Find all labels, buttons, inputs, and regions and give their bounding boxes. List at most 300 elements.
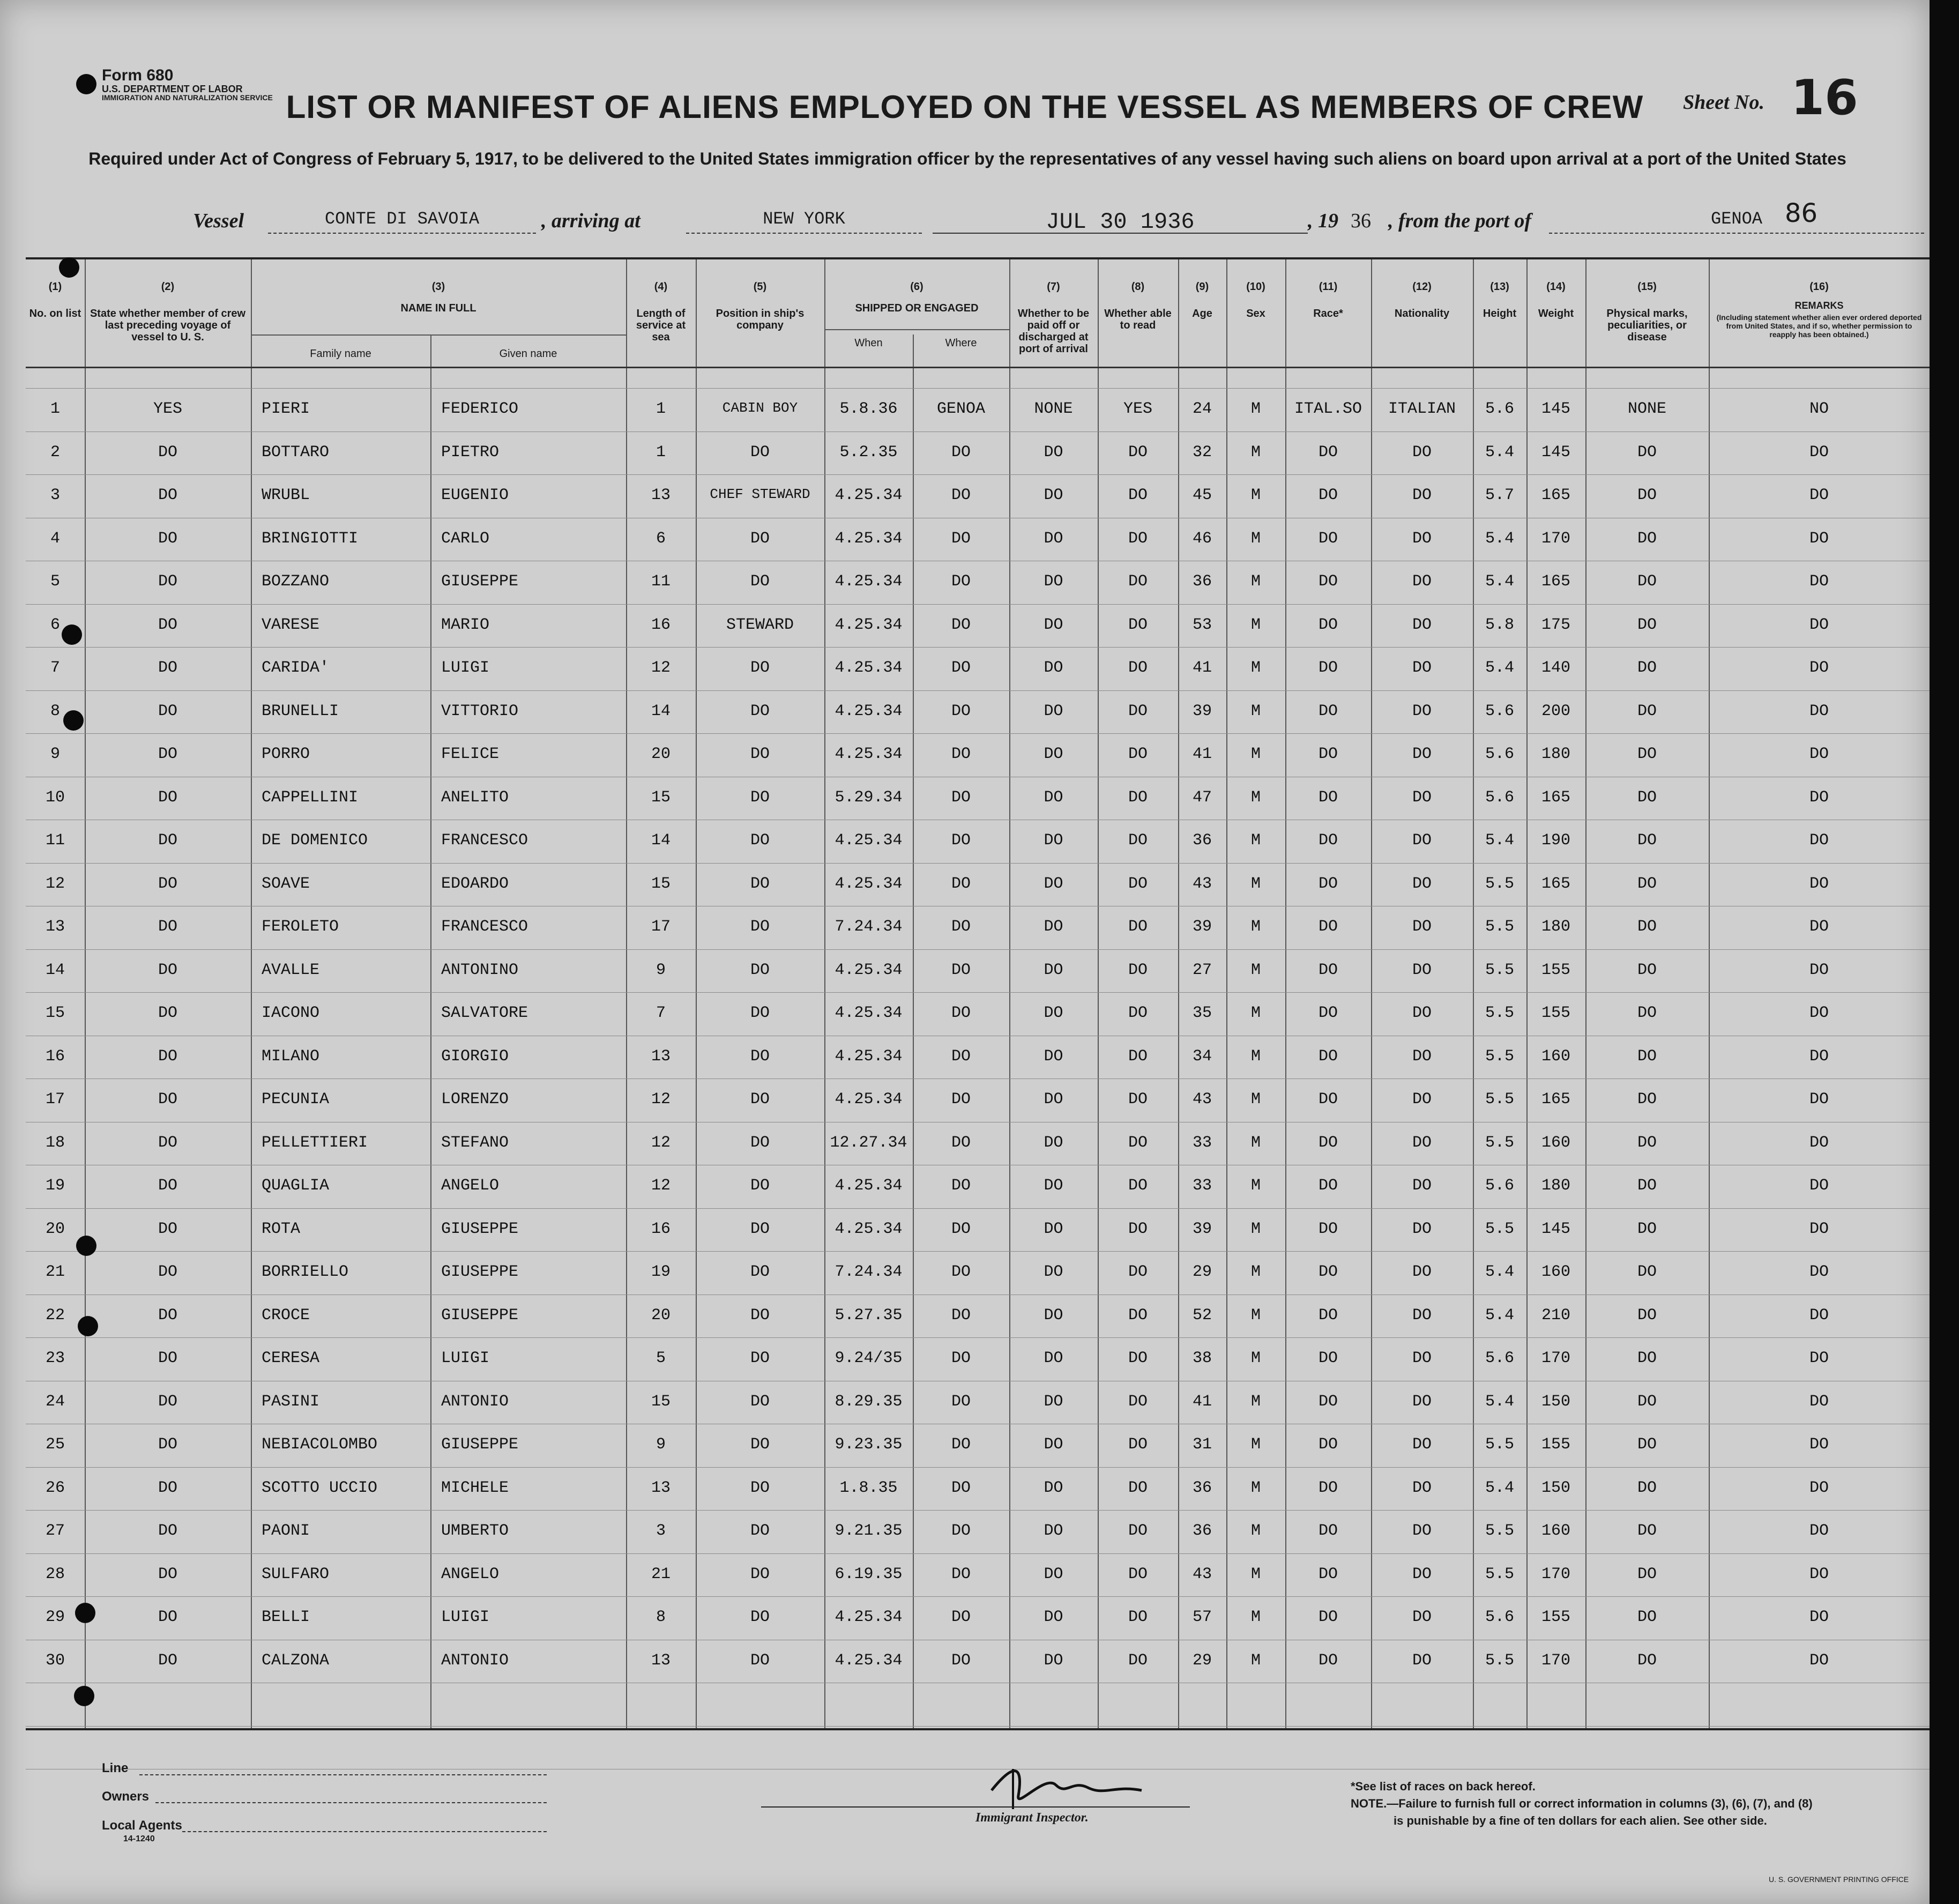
cell-given: GIUSEPPE (441, 1306, 519, 1325)
cell-wt: 160 (1541, 1133, 1570, 1152)
cell-pos: CHEF STEWARD (710, 486, 810, 502)
cell-rem: DO (1809, 529, 1829, 548)
column-number: (12) (1412, 281, 1432, 293)
cell-family: PECUNIA (262, 1090, 330, 1109)
cell-read: DO (1128, 745, 1148, 763)
cell-given: LUIGI (441, 1349, 490, 1367)
cell-read: DO (1128, 1349, 1148, 1367)
cell-ht: 5.6 (1485, 702, 1514, 720)
cell-when: 9.23.35 (835, 1436, 903, 1454)
cell-prev: DO (158, 1436, 177, 1454)
cell-read: DO (1128, 1306, 1148, 1325)
cell-marks: DO (1637, 572, 1657, 591)
column-header: Weight (1538, 308, 1574, 319)
cell-read: DO (1128, 659, 1148, 677)
cell-nat: DO (1412, 874, 1432, 893)
cell-when: 4.25.34 (835, 831, 903, 850)
cell-family: CALZONA (262, 1651, 330, 1670)
cell-ht: 5.4 (1485, 529, 1514, 548)
cell-given: UMBERTO (441, 1522, 509, 1540)
cell-family: SCOTTO UCCIO (262, 1478, 378, 1497)
column-number: (15) (1637, 281, 1657, 293)
cell-pos: STEWARD (726, 615, 794, 634)
cell-marks: DO (1637, 1177, 1657, 1195)
cell-ht: 5.5 (1485, 918, 1514, 936)
cell-paid: DO (1044, 788, 1063, 807)
column-header: Age (1192, 308, 1212, 319)
row-rule (26, 1208, 1930, 1209)
cell-age: 46 (1192, 529, 1212, 548)
note-fine-2: is punishable by a fine of ten dollars for each alien. See other side. (1394, 1814, 1767, 1827)
cell-family: DE DOMENICO (262, 831, 368, 850)
cell-nat: DO (1412, 529, 1432, 548)
column-rule (1473, 259, 1474, 1728)
column-header: SHIPPED OR ENGAGED (855, 302, 979, 314)
cell-age: 41 (1192, 745, 1212, 763)
row-rule (26, 604, 1930, 605)
cell-prev: DO (158, 615, 177, 634)
cell-where: DO (951, 1306, 971, 1325)
cell-svc: 5 (656, 1349, 666, 1367)
cell-where: DO (951, 615, 971, 634)
cell-nat: DO (1412, 1392, 1432, 1411)
cell-rem: DO (1809, 659, 1829, 677)
cell-prev: DO (158, 918, 177, 936)
cell-when: 1.8.35 (839, 1478, 898, 1497)
cell-pos: DO (750, 1436, 770, 1454)
cell-paid: DO (1044, 1047, 1063, 1066)
note-races: *See list of races on back hereof. (1351, 1780, 1536, 1793)
column-number: (9) (1195, 281, 1209, 293)
printer-mark: U. S. GOVERNMENT PRINTING OFFICE (1769, 1875, 1909, 1884)
cell-nat: DO (1412, 918, 1432, 936)
cell-nat: DO (1412, 1219, 1432, 1238)
cell-when: 5.27.35 (835, 1306, 903, 1325)
cell-when: 5.2.35 (839, 443, 898, 462)
date-stamp: JUL 30 1936 (933, 209, 1308, 234)
footer-owners-label: Owners (102, 1789, 150, 1804)
cell-ht: 5.4 (1485, 831, 1514, 850)
cell-read: DO (1128, 702, 1148, 720)
footer-agents-label: Local Agents (102, 1818, 182, 1833)
cell-svc: 14 (651, 702, 671, 720)
cell-ht: 5.5 (1485, 1090, 1514, 1109)
from-label: , from the port of (1388, 210, 1532, 232)
sheet-value: 16 (1791, 70, 1858, 126)
inspector-signature (981, 1758, 1152, 1817)
cell-paid: DO (1044, 443, 1063, 462)
cell-sex: M (1250, 1219, 1261, 1238)
column-header: Whether to be paid off or discharged at port of arrival (1017, 308, 1090, 355)
cell-where: DO (951, 659, 971, 677)
cell-sex: M (1250, 615, 1261, 634)
cell-when: 4.25.34 (835, 1608, 903, 1626)
cell-given: ANTONIO (441, 1392, 509, 1411)
cell-marks: DO (1637, 443, 1657, 462)
cell-wt: 145 (1541, 400, 1570, 418)
cell-age: 36 (1192, 831, 1212, 850)
cell-race: DO (1318, 1133, 1338, 1152)
cell-no: 1 (50, 400, 60, 418)
cell-given: MICHELE (441, 1478, 509, 1497)
cell-rem: DO (1809, 1392, 1829, 1411)
arriving-label: , arriving at (541, 210, 640, 232)
cell-given: GIUSEPPE (441, 1263, 519, 1281)
cell-race: DO (1318, 443, 1338, 462)
cell-marks: DO (1637, 1349, 1657, 1367)
row-rule (26, 647, 1930, 648)
from-port-field: GENOA (1549, 209, 1924, 234)
cell-when: 4.25.34 (835, 1004, 903, 1022)
cell-pos: DO (750, 443, 770, 462)
cell-marks: DO (1637, 615, 1657, 634)
cell-ht: 5.4 (1485, 443, 1514, 462)
cell-ht: 5.5 (1485, 961, 1514, 979)
cell-read: DO (1128, 1133, 1148, 1152)
cell-where: DO (951, 918, 971, 936)
column-number: (6) (910, 281, 923, 293)
cell-prev: DO (158, 1478, 177, 1497)
sub-header-rule (251, 334, 626, 336)
cell-read: DO (1128, 1263, 1148, 1281)
cell-marks: DO (1637, 1436, 1657, 1454)
cell-family: PIERI (262, 400, 310, 418)
cell-wt: 150 (1541, 1392, 1570, 1411)
cell-sex: M (1250, 745, 1261, 763)
cell-age: 24 (1192, 400, 1212, 418)
corner-mark: 86 (1785, 198, 1818, 228)
header-rule (26, 367, 1930, 368)
cell-no: 6 (50, 615, 60, 634)
cell-age: 45 (1192, 486, 1212, 504)
cell-when: 4.25.34 (835, 529, 903, 548)
column-rule (1585, 259, 1586, 1728)
cell-given: MARIO (441, 615, 490, 634)
cell-where: DO (951, 831, 971, 850)
cell-sex: M (1250, 1608, 1261, 1626)
cell-ht: 5.6 (1485, 1608, 1514, 1626)
cell-pos: DO (750, 831, 770, 850)
cell-sex: M (1250, 1004, 1261, 1022)
cell-marks: DO (1637, 961, 1657, 979)
cell-age: 41 (1192, 1392, 1212, 1411)
column-rule (1098, 259, 1099, 1728)
cell-family: BRINGIOTTI (262, 529, 359, 548)
cell-marks: DO (1637, 831, 1657, 850)
binder-hole (78, 1316, 98, 1336)
cell-wt: 160 (1541, 1047, 1570, 1066)
cell-race: DO (1318, 1263, 1338, 1281)
cell-prev: YES (153, 400, 182, 418)
cell-race: DO (1318, 961, 1338, 979)
cell-where: DO (951, 1219, 971, 1238)
cell-age: 35 (1192, 1004, 1212, 1022)
cell-marks: DO (1637, 1478, 1657, 1497)
cell-age: 43 (1192, 1565, 1212, 1583)
cell-rem: DO (1809, 1349, 1829, 1367)
cell-race: DO (1318, 1349, 1338, 1367)
cell-svc: 16 (651, 1219, 671, 1238)
cell-age: 29 (1192, 1651, 1212, 1670)
cell-family: CERESA (262, 1349, 320, 1367)
cell-read: DO (1128, 1522, 1148, 1540)
binder-hole (63, 710, 84, 731)
note-fine-1: NOTE.—Failure to furnish full or correct information in columns (3), (6), (7), and (8) (1351, 1797, 1813, 1810)
row-rule (26, 733, 1930, 734)
cell-sex: M (1250, 1047, 1261, 1066)
cell-sex: M (1250, 961, 1261, 979)
cell-rem: DO (1809, 745, 1829, 763)
cell-age: 33 (1192, 1133, 1212, 1152)
cell-pos: DO (750, 1263, 770, 1281)
cell-ht: 5.5 (1485, 1004, 1514, 1022)
cell-nat: DO (1412, 745, 1432, 763)
cell-prev: DO (158, 1047, 177, 1066)
cell-pos: DO (750, 1522, 770, 1540)
cell-family: FEROLETO (262, 918, 339, 936)
cell-family: CROCE (262, 1306, 310, 1325)
cell-sex: M (1250, 1306, 1261, 1325)
cell-when: 4.25.34 (835, 961, 903, 979)
binder-hole (59, 257, 79, 278)
cell-given: GIUSEPPE (441, 1219, 519, 1238)
column-rule (626, 259, 627, 1728)
cell-paid: DO (1044, 1219, 1063, 1238)
cell-rem: DO (1809, 1565, 1829, 1583)
cell-rem: DO (1809, 1047, 1829, 1066)
cell-paid: DO (1044, 702, 1063, 720)
column-header: No. on list (29, 308, 81, 319)
cell-given: SALVATORE (441, 1004, 528, 1022)
cell-sex: M (1250, 1392, 1261, 1411)
cell-where: DO (951, 1133, 971, 1152)
cell-where: DO (951, 702, 971, 720)
cell-svc: 20 (651, 1306, 671, 1325)
cell-svc: 20 (651, 745, 671, 763)
cell-race: DO (1318, 1047, 1338, 1066)
cell-nat: DO (1412, 831, 1432, 850)
cell-family: BOTTARO (262, 443, 330, 462)
cell-pos: DO (750, 702, 770, 720)
cell-prev: DO (158, 1090, 177, 1109)
cell-where: DO (951, 443, 971, 462)
cell-paid: DO (1044, 659, 1063, 677)
cell-when: 7.24.34 (835, 1263, 903, 1281)
column-header: Race* (1313, 308, 1343, 319)
cell-read: DO (1128, 1565, 1148, 1583)
column-header: Position in ship's company (716, 308, 805, 331)
cell-svc: 3 (656, 1522, 666, 1540)
cell-pos: DO (750, 745, 770, 763)
cell-family: PAONI (262, 1522, 310, 1540)
cell-race: DO (1318, 1565, 1338, 1583)
cell-nat: DO (1412, 1436, 1432, 1454)
cell-no: 7 (50, 659, 60, 677)
cell-wt: 210 (1541, 1306, 1570, 1325)
column-number: (1) (48, 281, 62, 293)
cell-age: 34 (1192, 1047, 1212, 1066)
cell-race: ITAL.SO (1294, 400, 1362, 418)
cell-sex: M (1250, 529, 1261, 548)
cell-when: 4.25.34 (835, 874, 903, 893)
cell-no: 10 (45, 788, 65, 807)
cell-age: 43 (1192, 874, 1212, 893)
cell-where: DO (951, 1047, 971, 1066)
cell-no: 15 (45, 1004, 65, 1022)
cell-family: SOAVE (262, 874, 310, 893)
cell-prev: DO (158, 529, 177, 548)
cell-ht: 5.5 (1485, 1133, 1514, 1152)
cell-given: VITTORIO (441, 702, 519, 720)
sub-header-rule (824, 329, 1009, 330)
cell-svc: 12 (651, 1090, 671, 1109)
cell-prev: DO (158, 702, 177, 720)
cell-where: DO (951, 961, 971, 979)
cell-given: FEDERICO (441, 400, 519, 418)
cell-when: 5.8.36 (839, 400, 898, 418)
cell-family: SULFARO (262, 1565, 330, 1583)
cell-rem: DO (1809, 874, 1829, 893)
cell-when: 4.25.34 (835, 1219, 903, 1238)
cell-pos: DO (750, 1565, 770, 1583)
cell-rem: DO (1809, 831, 1829, 850)
row-rule (26, 1510, 1930, 1511)
cell-nat: DO (1412, 1133, 1432, 1152)
cell-race: DO (1318, 1608, 1338, 1626)
cell-paid: DO (1044, 1392, 1063, 1411)
cell-no: 26 (45, 1478, 65, 1497)
cell-no: 3 (50, 486, 60, 504)
cell-family: PELLETTIERI (262, 1133, 368, 1152)
cell-ht: 5.6 (1485, 788, 1514, 807)
cell-ht: 5.4 (1485, 1263, 1514, 1281)
page-subtitle: Required under Act of Congress of February 5, 1917, to be delivered to the United States immigration officer by the representatives of any vessel having such aliens on board upon arrival at a port of the United States (88, 149, 1846, 168)
cell-read: DO (1128, 529, 1148, 548)
cell-age: 27 (1192, 961, 1212, 979)
cell-sex: M (1250, 1133, 1261, 1152)
cell-sex: M (1250, 788, 1261, 807)
cell-pos: DO (750, 1478, 770, 1497)
row-rule (26, 690, 1930, 691)
cell-marks: DO (1637, 1306, 1657, 1325)
cell-pos: DO (750, 1004, 770, 1022)
cell-marks: DO (1637, 529, 1657, 548)
cell-no: 25 (45, 1436, 65, 1454)
cell-paid: DO (1044, 874, 1063, 893)
cell-age: 31 (1192, 1436, 1212, 1454)
column-number: (8) (1131, 281, 1145, 293)
cell-read: DO (1128, 486, 1148, 504)
cell-no: 4 (50, 529, 60, 548)
cell-wt: 165 (1541, 874, 1570, 893)
cell-given: PIETRO (441, 443, 500, 462)
cell-pos: DO (750, 529, 770, 548)
cell-prev: DO (158, 572, 177, 591)
cell-sex: M (1250, 702, 1261, 720)
cell-marks: DO (1637, 1090, 1657, 1109)
column-header: State whether member of crew last preceding voyage of vessel to U. S. (90, 308, 246, 343)
cell-read: DO (1128, 961, 1148, 979)
row-rule (26, 474, 1930, 475)
cell-ht: 5.5 (1485, 874, 1514, 893)
cell-wt: 200 (1541, 702, 1570, 720)
cell-where: DO (951, 1090, 971, 1109)
cell-no: 19 (45, 1177, 65, 1195)
cell-family: QUAGLIA (262, 1177, 330, 1195)
cell-where: DO (951, 1004, 971, 1022)
cell-nat: DO (1412, 1349, 1432, 1367)
cell-where: DO (951, 486, 971, 504)
cell-sex: M (1250, 1565, 1261, 1583)
cell-sex: M (1250, 572, 1261, 591)
cell-no: 28 (45, 1565, 65, 1583)
sub-header-family: Family name (310, 348, 371, 360)
cell-rem: DO (1809, 1651, 1829, 1670)
cell-family: PORRO (262, 745, 310, 763)
column-number: (4) (654, 281, 668, 293)
cell-given: ANTONINO (441, 961, 519, 979)
cell-sex: M (1250, 443, 1261, 462)
sub-header-given: Given name (499, 348, 557, 360)
column-rule (85, 259, 86, 1728)
cell-wt: 160 (1541, 1522, 1570, 1540)
cell-paid: DO (1044, 1004, 1063, 1022)
cell-svc: 1 (656, 400, 666, 418)
footer-agents-rule (182, 1831, 547, 1832)
cell-prev: DO (158, 1004, 177, 1022)
cell-when: 4.25.34 (835, 745, 903, 763)
cell-no: 23 (45, 1349, 65, 1367)
cell-pos: DO (750, 1349, 770, 1367)
cell-rem: DO (1809, 1090, 1829, 1109)
cell-given: EUGENIO (441, 486, 509, 504)
cell-where: DO (951, 572, 971, 591)
column-number: (2) (161, 281, 175, 293)
cell-no: 27 (45, 1522, 65, 1540)
cell-rem: DO (1809, 1436, 1829, 1454)
cell-nat: DO (1412, 1090, 1432, 1109)
cell-ht: 5.6 (1485, 400, 1514, 418)
cell-prev: DO (158, 1565, 177, 1583)
cell-wt: 190 (1541, 831, 1570, 850)
cell-when: 4.25.34 (835, 1090, 903, 1109)
cell-where: DO (951, 788, 971, 807)
cell-family: CARIDA' (262, 659, 330, 677)
cell-marks: DO (1637, 745, 1657, 763)
cell-given: FRANCESCO (441, 831, 528, 850)
cell-prev: DO (158, 1392, 177, 1411)
cell-paid: DO (1044, 961, 1063, 979)
cell-paid: DO (1044, 1478, 1063, 1497)
cell-marks: DO (1637, 1608, 1657, 1626)
cell-pos: DO (750, 788, 770, 807)
cell-wt: 140 (1541, 659, 1570, 677)
cell-prev: DO (158, 1263, 177, 1281)
cell-read: YES (1123, 400, 1152, 418)
cell-sex: M (1250, 1651, 1261, 1670)
cell-where: DO (951, 1349, 971, 1367)
column-rule (1178, 259, 1179, 1728)
cell-race: DO (1318, 486, 1338, 504)
cell-read: DO (1128, 572, 1148, 591)
cell-paid: DO (1044, 918, 1063, 936)
footer-owners-rule (155, 1802, 547, 1803)
cell-sex: M (1250, 659, 1261, 677)
cell-sex: M (1250, 874, 1261, 893)
cell-race: DO (1318, 1090, 1338, 1109)
cell-wt: 145 (1541, 443, 1570, 462)
cell-where: DO (951, 1436, 971, 1454)
